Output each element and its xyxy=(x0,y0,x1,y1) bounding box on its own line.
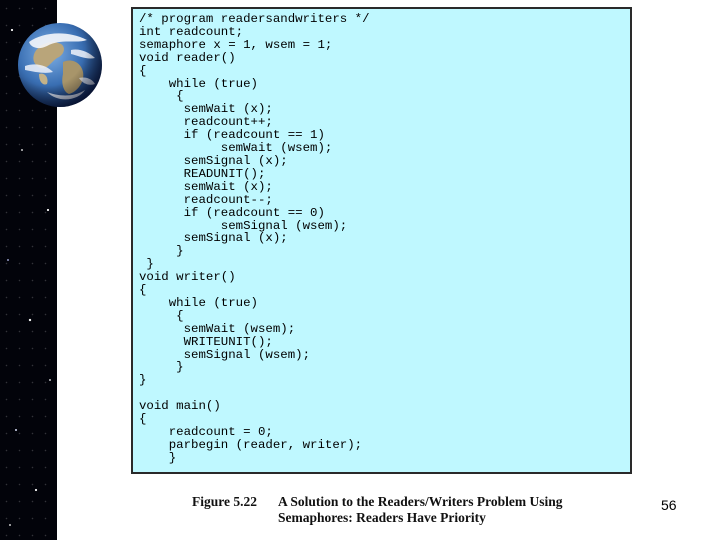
code-line: semaphore x = 1, wsem = 1; xyxy=(139,37,333,52)
code-line: semWait (x); xyxy=(139,179,273,194)
earth-globe-icon xyxy=(17,22,103,108)
code-line: if (readcount == 0) xyxy=(139,205,325,220)
code-line: int readcount; xyxy=(139,24,244,39)
code-line: void main() xyxy=(139,399,221,414)
code-line: semWait (wsem); xyxy=(139,141,333,156)
code-line: if (readcount == 1) xyxy=(139,128,325,143)
code-line: semSignal (wsem); xyxy=(139,218,348,233)
code-line: semWait (wsem); xyxy=(139,321,296,336)
code-line: { xyxy=(139,89,184,104)
code-line: } xyxy=(139,373,147,388)
code-line: { xyxy=(139,308,184,323)
code-line: while (true) xyxy=(139,76,258,91)
figure-title-line2: Semaphores: Readers Have Priority xyxy=(278,510,486,525)
code-line: void writer() xyxy=(139,270,236,285)
code-line: semSignal (wsem); xyxy=(139,347,311,362)
code-line: { xyxy=(139,283,147,298)
code-line: WRITEUNIT(); xyxy=(139,334,273,349)
figure-number: Figure 5.22 xyxy=(192,494,257,509)
code-line: semWait (x); xyxy=(139,102,273,117)
figure-title-line1: A Solution to the Readers/Writers Problem Using xyxy=(278,494,563,509)
code-line: void reader() xyxy=(139,50,236,65)
code-line: { xyxy=(139,412,147,427)
code-line: } xyxy=(139,257,154,272)
code-listing-box xyxy=(131,7,632,474)
code-listing xyxy=(139,13,370,465)
figure-caption xyxy=(192,494,563,526)
code-line: READUNIT(); xyxy=(139,166,266,181)
code-line: semSignal (x); xyxy=(139,231,288,246)
code-line: readcount = 0; xyxy=(139,425,273,439)
code-line: readcount--; xyxy=(139,192,273,207)
page-number: 56 xyxy=(661,497,677,513)
code-line: /* program readersandwriters */ xyxy=(139,12,370,26)
code-line: readcount++; xyxy=(139,115,273,130)
code-line: } xyxy=(139,450,177,465)
code-line: } xyxy=(139,360,184,375)
code-line: { xyxy=(139,63,147,78)
code-line: parbegin (reader, writer); xyxy=(139,437,363,452)
code-line: } xyxy=(139,244,184,259)
code-line: semSignal (x); xyxy=(139,153,288,168)
code-line: while (true) xyxy=(139,295,258,310)
